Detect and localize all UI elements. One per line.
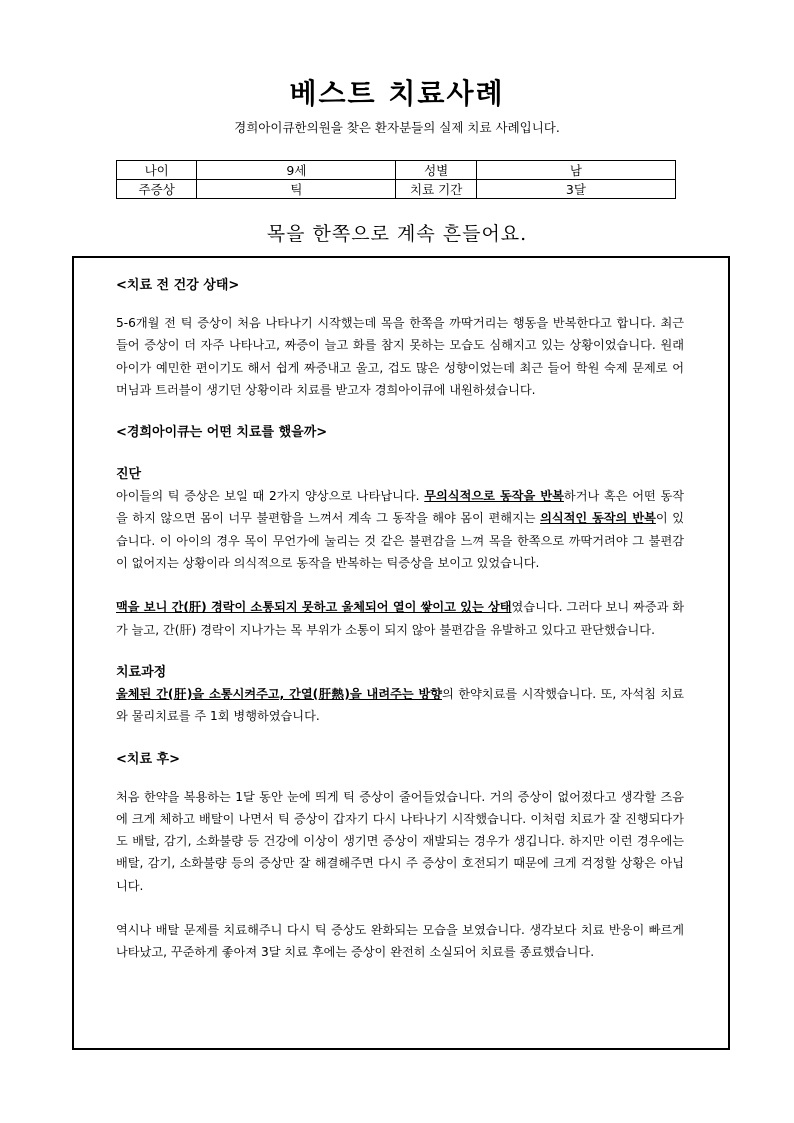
diagnosis-text: 하거나 혹은 어떤 동작을 하지 않으면 몸이 너무 불편함을 느껴서 계속 그 동작을 해야 몸이 편해지는 xyxy=(116,489,684,526)
age-value: 9세 xyxy=(197,161,396,180)
symptom-label: 주증상 xyxy=(117,180,197,199)
case-content-box xyxy=(72,256,730,1050)
period-value: 3달 xyxy=(476,180,675,199)
diagnosis-highlight: 무의식적으로 동작을 반복 xyxy=(424,489,564,504)
age-label: 나이 xyxy=(117,161,197,180)
diagnosis-highlight: 맥을 보니 간(肝) 경락이 소통되지 못하고 울체되어 열이 쌓이고 있는 상태 xyxy=(116,600,512,615)
patient-info-table xyxy=(116,160,676,199)
process-highlight: 울체된 간(肝)을 소통시켜주고, 간열(肝熱)을 내려주는 방향 xyxy=(116,686,443,701)
sex-value: 남 xyxy=(476,161,675,180)
period-label: 치료 기간 xyxy=(396,180,476,199)
after-heading: <치료 후> xyxy=(116,751,180,767)
page-title: 베스트 치료사례 xyxy=(289,77,505,110)
before-heading: <치료 전 건강 상태> xyxy=(116,278,240,293)
diagnosis-paragraph-1 xyxy=(116,485,684,574)
process-title: 치료과정 xyxy=(116,664,167,680)
before-paragraph: 5-6개월 전 틱 증상이 처음 나타나기 시작했는데 목을 한쪽을 까딱거리는 행동을 반복한다고 합니다. 최근 들어 증상이 더 자주 나타나고, 짜증이 늘고 화를 참지 못하는 모습도 심해지고 있는 상황이었습니다. 원래 아이가 예민한 편이기도 해서 쉽게 짜증내고 울고, 겁도 많은 성향이었는데 최근 들어 학원 숙제 문제로 어머님과 트러블이 생기던 상황이라 치료를 받고자 경희아이큐에 내원하셨습니다. xyxy=(116,316,684,397)
table-row xyxy=(117,161,676,180)
diagnosis-text: 아이들의 틱 증상은 보일 때 2가지 양상으로 나타납니다. xyxy=(116,489,425,504)
page-subtitle: 경희아이큐한의원을 찾은 환자분들의 실제 치료 사례입니다. xyxy=(234,120,560,135)
diagnosis-highlight: 의식적인 동작의 반복 xyxy=(540,511,656,526)
after-paragraph-2: 역시나 배탈 문제를 치료해주니 다시 틱 증상도 완화되는 모습을 보였습니다. 생각보다 치료 반응이 빠르게 나타났고, 꾸준하게 좋아져 3달 치료 후에는 증상이 완전히 소실되어 치료를 종료했습니다. xyxy=(116,923,684,960)
sex-label: 성별 xyxy=(396,161,476,180)
process-text: 의 한약치료를 시작했습니다. 또, 자석침 치료와 물리치료를 주 1회 병행하였습니다. xyxy=(116,686,684,724)
diagnosis-paragraph-2 xyxy=(116,596,684,641)
treatment-heading: <경희아이큐는 어떤 치료를 했을까> xyxy=(116,425,328,441)
diagnosis-title: 진단 xyxy=(116,467,142,483)
diagnosis-text: 였습니다. 그러다 보니 짜증과 화가 늘고, 간(肝) 경락이 지나가는 목 부위가 소통이 되지 않아 불편감을 유발하고 있다고 판단했습니다. xyxy=(116,600,685,637)
symptom-value: 틱 xyxy=(197,180,396,199)
after-paragraph-1: 처음 한약을 복용하는 1달 동안 눈에 띄게 틱 증상이 줄어들었습니다. 거의 증상이 없어졌다고 생각할 즈음에 크게 체하고 배탈이 나면서 틱 증상이 갑자기 다시 나타나기 시작했습니다. 이처럼 치료가 잘 진행되다가도 배탈, 감기, 소화불량 등 건강에 이상이 생기면 증상이 재발되는 경우가 생깁니다. 하지만 이런 경우에는 배탈, 감기, 소화불량 등의 증상만 잘 해결해주면 다시 주 증상이 호전되기 때문에 크게 걱정할 상황은 아닙니다. xyxy=(116,789,684,893)
diagnosis-text: 이 있습니다. 이 아이의 경우 목이 무언가에 눌리는 것 같은 불편감을 느껴 목을 한쪽으로 까딱거려야 그 불편감이 없어지는 상황이라 의식적으로 동작을 반복하는 틱증상을 보이고 있었습니다. xyxy=(116,511,684,571)
case-headline: 목을 한쪽으로 계속 흔들어요. xyxy=(266,223,528,245)
table-row xyxy=(117,180,676,199)
process-paragraph xyxy=(116,683,684,728)
